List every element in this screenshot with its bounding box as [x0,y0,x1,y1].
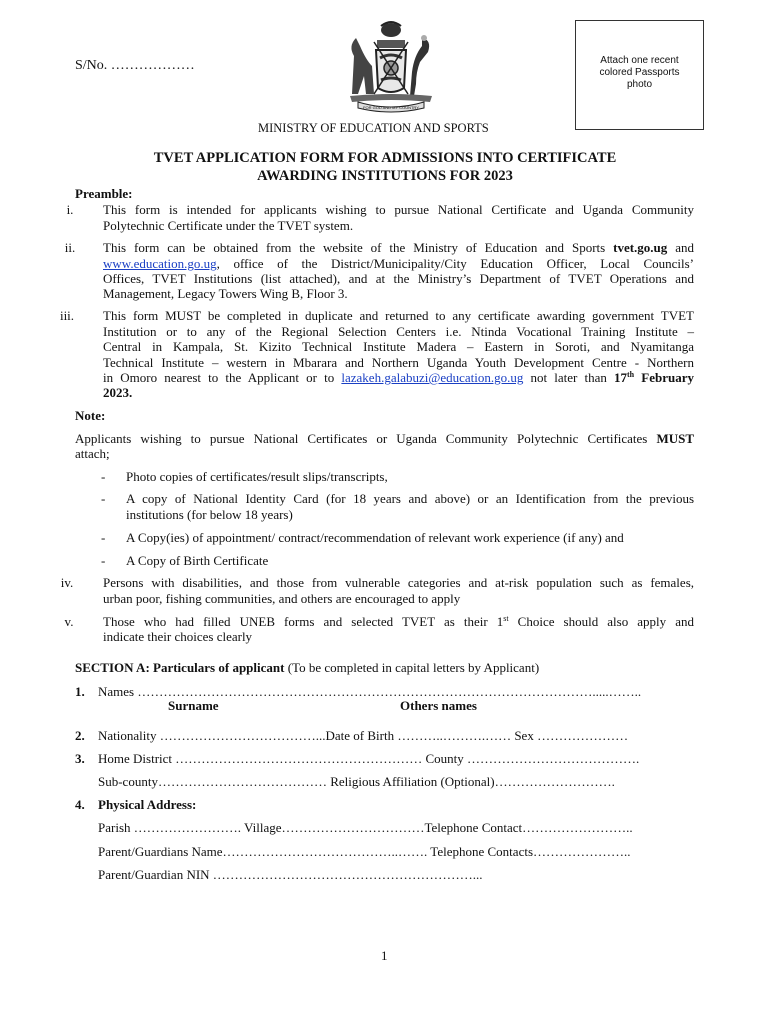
education-website-link[interactable]: www.education.go.ug [103,256,217,271]
page-number: 1 [381,948,388,963]
nationality-dob-sex-field[interactable]: Nationality ………………………………...Date of Birth ………..……….…… Sex ………………… [98,728,629,743]
note-bullet-2-line1: A copy of National Identity Card (for 18 years and above) or an Identification from the previous [126,491,694,506]
preamble-item-iii-line1: This form MUST be completed in duplicate and returned to any certificate awarding government TVET [103,308,694,323]
guardian-name-telephone-field[interactable]: Parent/Guardians Name…………………………………..……. Telephone Contacts………………….. [98,844,631,859]
note-item-v-line1: Those who had filled UNEB forms and selected TVET as their 1st Choice should also apply and [103,614,694,629]
question-number: 3. [75,751,85,766]
note-bullet-2-line2: institutions (for below 18 years) [126,507,293,522]
item-number: i. [66,202,74,217]
svg-text:FOR GOD AND MY COUNTRY: FOR GOD AND MY COUNTRY [363,105,419,110]
parish-village-telephone-field[interactable]: Parish ……………………. Village……………………………Telephone Contact…………………….. [98,820,633,835]
preamble-item-iii-line3: Central in Kampala, St. Kizito Technical Institute Madera – Eastern in Soroti, and Nyamitanga [103,339,694,354]
bullet-dash: - [101,491,106,506]
ministry-name: MINISTRY OF EDUCATION AND SPORTS [258,121,489,135]
names-field[interactable]: Names …………………………………………………………………………………………….....…….. [98,684,642,699]
note-bullet-1: Photo copies of certificates/result slips/transcripts, [126,469,388,484]
photo-box-instruction: Attach one recent colored Passports photo [599,55,680,90]
surname-label: Surname [168,698,219,713]
question-number: 4. [75,797,85,812]
bullet-dash: - [101,469,106,484]
preamble-item-iii-line2: Institution or to any of the Regional Selection Centers i.e. Ntinda Vocational Training Institute – [103,324,694,339]
bullet-dash: - [101,553,106,568]
guardian-nin-field[interactable]: Parent/Guardian NIN ……………………………………………………... [98,867,483,882]
question-number: 2. [75,728,85,743]
preamble-item-ii-line3: Offices, TVET Institutions (list attached), and at the Ministry’s Department of TVET Operations and [103,271,694,286]
item-number: v. [64,614,74,629]
email-link[interactable]: lazakeh.galabuzi@education.go.ug [341,370,524,385]
note-intro-line1: Applicants wishing to pursue National Certificates or Uganda Community Polytechnic Certificates MUST [75,431,694,446]
note-bullet-4: A Copy of Birth Certificate [126,553,269,568]
section-a-heading: SECTION A: Particulars of applicant (To be completed in capital letters by Applicant) [75,660,540,675]
preamble-item-iii-line6: 2023. [103,385,133,400]
form-title-line2: AWARDING INSTITUTIONS FOR 2023 [257,168,513,184]
uganda-coat-of-arms-logo [336,16,446,116]
note-item-iv-line2: urban poor, fishing communities, and others are encouraged to apply [103,591,461,606]
other-names-label: Others names [400,698,477,713]
preamble-item-ii-line1: This form can be obtained from the website of the Ministry of Education and Sports tvet.go.ug and [103,240,694,255]
bullet-dash: - [101,530,106,545]
question-number: 1. [75,684,85,699]
preamble-item-ii-line2: www.education.go.ug, office of the District/Municipality/City Education Officer, Local Councils’ [103,256,694,271]
note-bullet-3: A Copy(ies) of appointment/ contract/recommendation of relevant work experience (if any) and [126,530,624,545]
serial-number-label: S/No. ……………… [75,58,195,73]
preamble-item-i-line1: This form is intended for applicants wishing to pursue National Certificate and Uganda Community [103,202,694,217]
preamble-item-ii-line4: Management, Legacy Towers Wing B, Floor 3. [103,286,348,301]
item-number: iii. [59,308,75,323]
preamble-item-i-line2: Polytechnic Certificate under the TVET system. [103,218,354,233]
home-district-county-field[interactable]: Home District ………………………………………………… County …………………………………. [98,751,640,766]
item-number: ii. [64,240,76,255]
note-intro-line2: attach; [75,446,110,461]
preamble-heading: Preamble: [75,186,133,201]
preamble-item-iii-line4: Technical Institute – western in Mbarara and Northern Uganda Youth Development Centre - Northern [103,355,694,370]
note-item-v-line2: indicate their choices clearly [103,629,253,644]
physical-address-label: Physical Address: [98,797,197,812]
preamble-item-iii-line5: in Omoro nearest to the Applicant or to lazakeh.galabuzi@education.go.ug not later than 17th February [103,370,694,385]
form-title-line1: TVET APPLICATION FORM FOR ADMISSIONS INTO CERTIFICATE [153,150,617,166]
note-heading: Note: [75,408,106,423]
passport-photo-box [575,20,704,130]
note-item-iv-line1: Persons with disabilities, and those from vulnerable categories and at-risk population such as females, [103,575,694,590]
subcounty-religion-field[interactable]: Sub-county………………………………… Religious Affiliation (Optional)………………………. [98,774,615,789]
item-number: iv. [60,575,74,590]
